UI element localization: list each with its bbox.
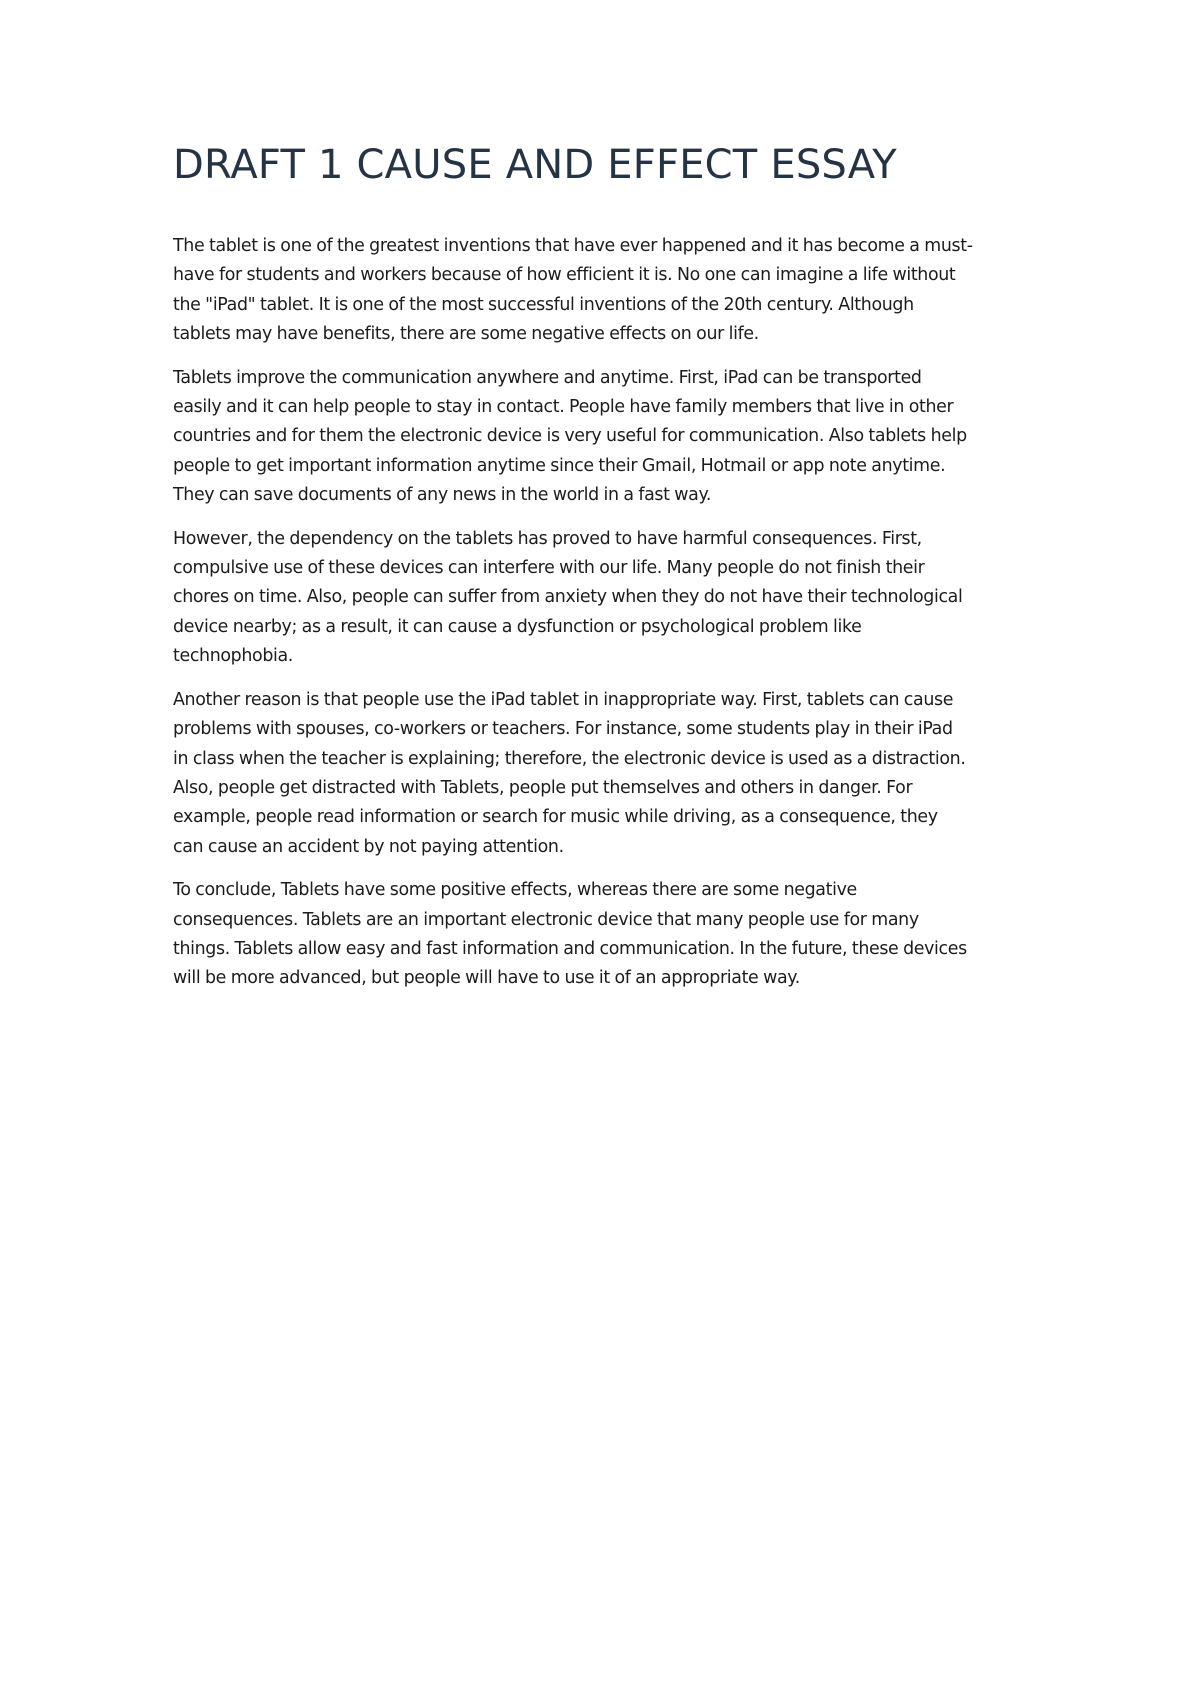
text-line: in class when the teacher is explaining; therefore, the electronic device is used as a distraction.: [173, 748, 966, 769]
document-content: [173, 140, 1043, 1008]
paragraph-conclusion: [173, 876, 1043, 994]
text-line: tablets may have benefits, there are some negative effects on our life.: [173, 324, 759, 345]
paragraph-inappropriate-use: [173, 686, 1043, 862]
text-line: technophobia.: [173, 646, 293, 667]
text-line: Also, people get distracted with Tablets, people put themselves and others in danger. For: [173, 777, 913, 798]
text-line: countries and for them the electronic device is very useful for communication. Also tablets help: [173, 426, 967, 447]
document-title: DRAFT 1 CAUSE AND EFFECT ESSAY: [173, 142, 897, 188]
text-line: the "iPad" tablet. It is one of the most successful inventions of the 20th century. Although: [173, 294, 914, 315]
text-line: device nearby; as a result, it can cause a dysfunction or psychological problem like: [173, 616, 862, 637]
text-line: will be more advanced, but people will have to use it of an appropriate way.: [173, 968, 800, 989]
text-line: consequences. Tablets are an important electronic device that many people use for many: [173, 909, 919, 930]
text-line: things. Tablets allow easy and fast information and communication. In the future, these devices: [173, 938, 967, 959]
text-line: can cause an accident by not paying attention.: [173, 836, 564, 857]
text-line: example, people read information or search for music while driving, as a consequence, they: [173, 807, 938, 828]
text-line: have for students and workers because of how efficient it is. No one can imagine a life without: [173, 265, 956, 286]
text-line: They can save documents of any news in the world in a fast way.: [173, 485, 712, 506]
paragraph-dependency: [173, 525, 1043, 672]
text-line: people to get important information anytime since their Gmail, Hotmail or app note anytime.: [173, 455, 946, 476]
text-line: problems with spouses, co-workers or teachers. For instance, some students play in their iPad: [173, 719, 953, 740]
text-line: However, the dependency on the tablets has proved to have harmful consequences. First,: [173, 528, 922, 549]
text-line: Another reason is that people use the iPad tablet in inappropriate way. First, tablets can cause: [173, 689, 954, 710]
text-line: Tablets improve the communication anywhere and anytime. First, iPad can be transported: [173, 367, 922, 388]
text-line: To conclude, Tablets have some positive effects, whereas there are some negative: [173, 880, 857, 901]
text-line: compulsive use of these devices can interfere with our life. Many people do not finish their: [173, 558, 925, 579]
paragraph-communication: [173, 364, 1043, 511]
paragraph-introduction: [173, 232, 1043, 350]
text-line: The tablet is one of the greatest inventions that have ever happened and it has become a must-: [173, 236, 973, 256]
text-line: chores on time. Also, people can suffer from anxiety when they do not have their technological: [173, 587, 963, 608]
text-line: easily and it can help people to stay in contact. People have family members that live in other: [173, 397, 954, 418]
